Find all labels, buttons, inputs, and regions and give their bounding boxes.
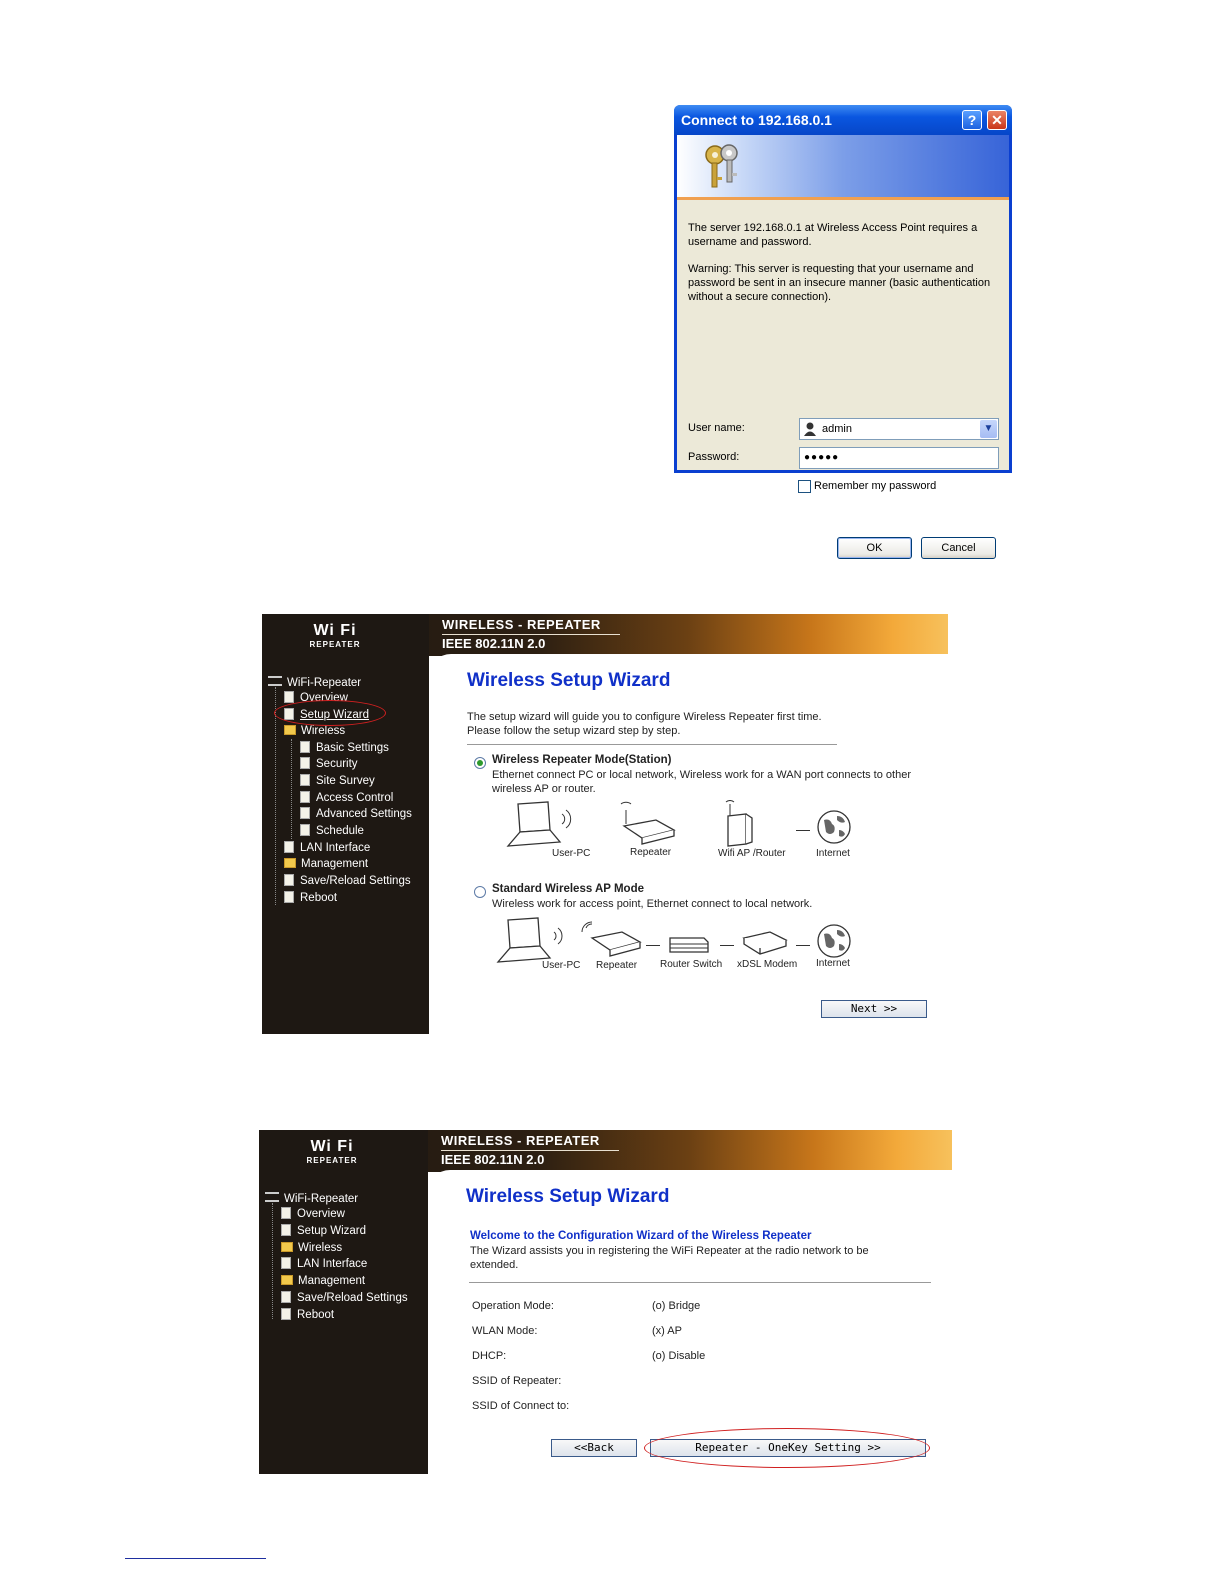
divider bbox=[469, 1282, 931, 1283]
footnote-separator bbox=[125, 1558, 266, 1559]
globe-icon bbox=[815, 922, 853, 960]
page-icon bbox=[281, 1224, 291, 1236]
onekey-setting-button[interactable]: Repeater - OneKey Setting >> bbox=[650, 1439, 926, 1457]
network-icon bbox=[268, 676, 282, 686]
wifi-ap-icon bbox=[718, 800, 762, 848]
tree-item-overview[interactable]: Overview bbox=[281, 1206, 345, 1222]
folder-open-icon bbox=[284, 725, 296, 735]
ap-mode-desc: Wireless work for access point, Ethernet connect to local network. bbox=[492, 898, 813, 910]
page-icon bbox=[300, 774, 310, 786]
tree-item-reboot[interactable]: Reboot bbox=[284, 890, 337, 906]
tree-item-reboot[interactable]: Reboot bbox=[281, 1307, 334, 1323]
login-dialog bbox=[674, 105, 1012, 554]
divider bbox=[467, 744, 837, 745]
ssid-repeater-label: SSID of Repeater: bbox=[472, 1375, 562, 1387]
page-icon bbox=[281, 1257, 291, 1269]
repeater-mode-radio[interactable] bbox=[474, 757, 486, 769]
page-icon bbox=[281, 1207, 291, 1219]
header-subtitle: IEEE 802.11N 2.0 bbox=[442, 636, 546, 651]
page-icon bbox=[284, 691, 294, 703]
page-icon bbox=[281, 1291, 291, 1303]
help-button[interactable]: ? bbox=[962, 110, 982, 130]
welcome-heading: Welcome to the Configuration Wizard of the Wireless Repeater bbox=[470, 1230, 812, 1242]
tree-root[interactable]: WiFi-Repeater bbox=[268, 675, 361, 691]
network-icon bbox=[265, 1192, 279, 1202]
page-icon bbox=[284, 874, 294, 886]
tree-item-management[interactable]: Management bbox=[284, 856, 368, 872]
device-label: Repeater bbox=[596, 960, 638, 971]
ok-button[interactable]: OK bbox=[837, 537, 912, 559]
page-icon bbox=[281, 1308, 291, 1320]
tree-item-setup-wizard[interactable]: Setup Wizard bbox=[284, 707, 369, 723]
tree-item-wireless[interactable]: Wireless bbox=[284, 723, 345, 739]
page-icon bbox=[300, 807, 310, 819]
device-label: Repeater bbox=[630, 847, 672, 858]
modem-icon bbox=[740, 928, 788, 956]
operation-mode-label: Operation Mode: bbox=[472, 1300, 554, 1312]
device-label: Internet bbox=[816, 848, 850, 859]
highlight-ellipse bbox=[644, 1428, 930, 1468]
remember-label: Remember my password bbox=[814, 480, 937, 492]
tree-item-security[interactable]: Security bbox=[300, 756, 358, 772]
tree-item-save-reload[interactable]: Save/Reload Settings bbox=[281, 1290, 408, 1306]
dialog-warning: Warning: This server is requesting that your username and password be sent in an insecure manner (basic authentication without a secure connection). bbox=[688, 263, 991, 303]
tree-item-lan-interface[interactable]: LAN Interface bbox=[284, 840, 370, 856]
intro-line-2: Please follow the setup wizard step by step. bbox=[467, 725, 681, 737]
header-title: WIRELESS - REPEATER bbox=[442, 617, 601, 632]
ap-mode-radio[interactable] bbox=[474, 886, 486, 898]
tree-item-site-survey[interactable]: Site Survey bbox=[300, 773, 375, 789]
folder-icon bbox=[281, 1242, 293, 1252]
router-panel-wizard-welcome bbox=[259, 1130, 952, 1474]
dialog-titlebar[interactable] bbox=[674, 105, 1012, 135]
wifi-logo: Wi Fi REPEATER bbox=[309, 622, 361, 649]
tree-item-setup-wizard[interactable]: Setup Wizard bbox=[281, 1223, 366, 1239]
ssid-connect-label: SSID of Connect to: bbox=[472, 1400, 570, 1412]
wifi-logo: Wi Fi REPEATER bbox=[306, 1138, 358, 1165]
username-label: User name: bbox=[688, 422, 745, 434]
dialog-title: Connect to 192.168.0.1 bbox=[681, 112, 832, 128]
repeater-icon bbox=[616, 800, 678, 848]
dialog-body bbox=[677, 135, 1009, 554]
next-button[interactable]: Next >> bbox=[821, 1000, 927, 1018]
user-icon bbox=[804, 422, 816, 436]
device-label: User-PC bbox=[552, 848, 591, 859]
wizard-description: The Wizard assists you in registering the WiFi Repeater at the radio network to be extended. bbox=[470, 1245, 869, 1271]
back-button[interactable]: <<Back bbox=[551, 1439, 637, 1457]
dhcp-value: (o) Disable bbox=[652, 1350, 706, 1362]
tree-item-advanced-settings[interactable]: Advanced Settings bbox=[300, 806, 412, 822]
ap-mode-title: Standard Wireless AP Mode bbox=[492, 883, 644, 895]
repeater-mode-desc: Ethernet connect PC or local network, Wireless work for a WAN port connects to other wireless AP or router. bbox=[492, 769, 911, 795]
content-area bbox=[428, 1170, 952, 1474]
folder-icon bbox=[284, 858, 296, 868]
username-value: admin bbox=[822, 423, 852, 435]
wlan-mode-value: (x) AP bbox=[652, 1325, 682, 1337]
cancel-button[interactable]: Cancel bbox=[921, 537, 996, 559]
dhcp-label: DHCP: bbox=[472, 1350, 507, 1362]
folder-icon bbox=[281, 1275, 293, 1285]
router-switch-icon bbox=[666, 932, 710, 956]
device-label: User-PC bbox=[542, 960, 581, 971]
page-icon bbox=[300, 757, 310, 769]
header-title: WIRELESS - REPEATER bbox=[441, 1133, 600, 1148]
device-label: Internet bbox=[816, 958, 850, 969]
laptop-icon bbox=[504, 800, 576, 850]
page-icon bbox=[284, 841, 294, 853]
page-title: Wireless Setup Wizard bbox=[467, 670, 671, 691]
tree-item-overview[interactable]: Overview bbox=[284, 690, 348, 706]
page-title: Wireless Setup Wizard bbox=[466, 1186, 670, 1207]
sidebar bbox=[262, 614, 429, 1034]
sidebar bbox=[259, 1130, 428, 1474]
remember-checkbox[interactable] bbox=[798, 480, 811, 493]
device-label: Wifi AP /Router bbox=[718, 848, 786, 859]
globe-icon bbox=[815, 808, 853, 846]
dialog-message: The server 192.168.0.1 at Wireless Access Point requires a username and password. bbox=[688, 222, 978, 248]
tree-item-access-control[interactable]: Access Control bbox=[300, 790, 393, 806]
intro-line-1: The setup wizard will guide you to configure Wireless Repeater first time. bbox=[467, 711, 822, 723]
close-button[interactable]: ✕ bbox=[987, 110, 1007, 130]
repeater-icon bbox=[578, 920, 644, 960]
page-icon bbox=[300, 824, 310, 836]
keys-icon bbox=[697, 141, 747, 191]
laptop-icon bbox=[494, 916, 574, 966]
page-icon bbox=[284, 891, 294, 903]
router-panel-wizard-mode bbox=[262, 614, 948, 1034]
dialog-banner bbox=[677, 135, 1009, 200]
operation-mode-value: (o) Bridge bbox=[652, 1300, 701, 1312]
tree-item-lan-interface[interactable]: LAN Interface bbox=[281, 1256, 367, 1272]
repeater-mode-title: Wireless Repeater Mode(Station) bbox=[492, 754, 672, 766]
tree-root[interactable]: WiFi-Repeater bbox=[265, 1191, 358, 1207]
username-combo[interactable] bbox=[799, 418, 999, 440]
device-label: xDSL Modem bbox=[737, 959, 798, 970]
password-label: Password: bbox=[688, 451, 740, 463]
page-icon bbox=[300, 791, 310, 803]
tree-item-wireless[interactable]: Wireless bbox=[281, 1240, 342, 1256]
page-icon bbox=[300, 741, 310, 753]
highlight-ellipse bbox=[274, 700, 386, 726]
device-label: Router Switch bbox=[660, 959, 723, 970]
header-subtitle: IEEE 802.11N 2.0 bbox=[441, 1152, 545, 1167]
tree-item-basic-settings[interactable]: Basic Settings bbox=[300, 740, 389, 756]
chevron-down-icon[interactable]: ▼ bbox=[980, 420, 997, 438]
tree-item-schedule[interactable]: Schedule bbox=[300, 823, 364, 839]
wlan-mode-label: WLAN Mode: bbox=[472, 1325, 538, 1337]
tree-item-management[interactable]: Management bbox=[281, 1273, 365, 1289]
password-field[interactable]: ●●●●● bbox=[799, 447, 999, 469]
tree-item-save-reload[interactable]: Save/Reload Settings bbox=[284, 873, 411, 889]
